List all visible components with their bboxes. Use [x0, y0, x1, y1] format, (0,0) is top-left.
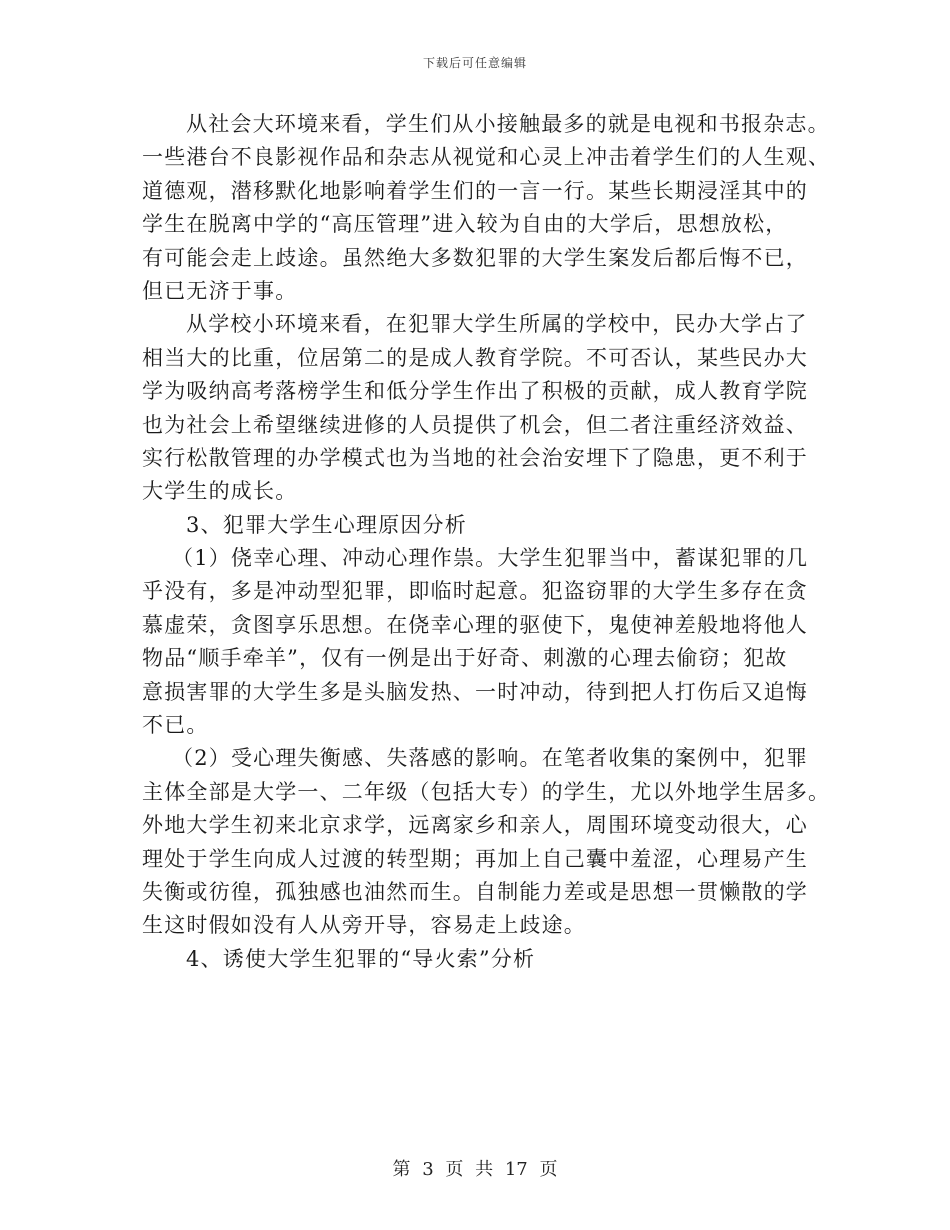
paragraph-line: 主体全部是大学一、二年级（包括大专）的学生，尤以外地学生居多。 — [142, 779, 831, 804]
paragraph-line: 从社会大环境来看，学生们从小接触最多的就是电视和书报杂志。 — [186, 112, 830, 136]
paragraph-line: （2）受心理失衡感、失落感的影响。在笔者收集的案例中，犯罪 — [172, 746, 809, 771]
body-text — [142, 108, 831, 976]
paragraph-line: 失衡或彷徨，孤独感也油然而生。自制能力差或是思想一贯懒散的学 — [142, 879, 808, 904]
paragraph-line: 但已无济于事。 — [142, 278, 298, 303]
page-header: 下载后可任意编辑 — [422, 56, 527, 70]
paragraph-line: 不已。 — [142, 713, 209, 738]
paragraph-line: 意损害罪的大学生多是头脑发热、一时冲动，待到把人打伤后又追悔 — [142, 679, 808, 704]
paragraph-line: （1）侥幸心理、冲动心理作祟。大学生犯罪当中，蓄谋犯罪的几 — [172, 546, 809, 571]
paragraph-line: 学为吸纳高考落榜学生和低分学生作出了积极的贡献，成人教育学院 — [142, 379, 808, 404]
paragraph-line: 大学生的成长。 — [142, 479, 298, 504]
paragraph-line: 实行松散管理的办学模式也为当地的社会治安埋下了隐患，更不利于 — [142, 445, 808, 470]
paragraph-line: 理处于学生向成人过渡的转型期；再加上自己囊中羞涩，心理易产生 — [142, 846, 808, 871]
section-heading: 4、诱使大学生犯罪的“导火索”分析 — [186, 946, 536, 971]
section-heading: 3、犯罪大学生心理原因分析 — [186, 512, 467, 537]
paragraph-line: 道德观，潜移默化地影响着学生们的一言一行。某些长期浸淫其中的 — [142, 178, 808, 203]
page-footer: 第 3 页 共 17 页 — [392, 1159, 558, 1180]
paragraph-line: 从学校小环境来看，在犯罪大学生所属的学校中，民办大学占了 — [186, 312, 808, 337]
paragraph-line: 一些港台不良影视作品和杂志从视觉和心灵上冲击着学生们的人生观、 — [142, 145, 831, 170]
paragraph-line: 乎没有，多是冲动型犯罪，即临时起意。犯盗窃罪的大学生多存在贪 — [142, 579, 808, 604]
paragraph-line: 生这时假如没有人从旁开导，容易走上歧途。 — [142, 913, 586, 938]
paragraph-line: 物品“顺手牵羊”，仅有一例是出于好奇、刺激的心理去偷窃；犯故 — [142, 646, 788, 671]
paragraph-line: 学生在脱离中学的“高压管理”进入较为自由的大学后，思想放松， — [142, 212, 788, 237]
paragraph-line: 相当大的比重，位居第二的是成人教育学院。不可否认，某些民办大 — [142, 345, 808, 370]
paragraph-line: 有可能会走上歧途。虽然绝大多数犯罪的大学生案发后都后悔不已， — [142, 245, 808, 270]
paragraph-line: 慕虚荣，贪图享乐思想。在侥幸心理的驱使下，鬼使神差般地将他人 — [142, 612, 808, 637]
paragraph-line: 外地大学生初来北京求学，远离家乡和亲人，周围环境变动很大，心 — [142, 813, 808, 838]
paragraph-line: 也为社会上希望继续进修的人员提供了机会，但二者注重经济效益、 — [142, 412, 808, 437]
